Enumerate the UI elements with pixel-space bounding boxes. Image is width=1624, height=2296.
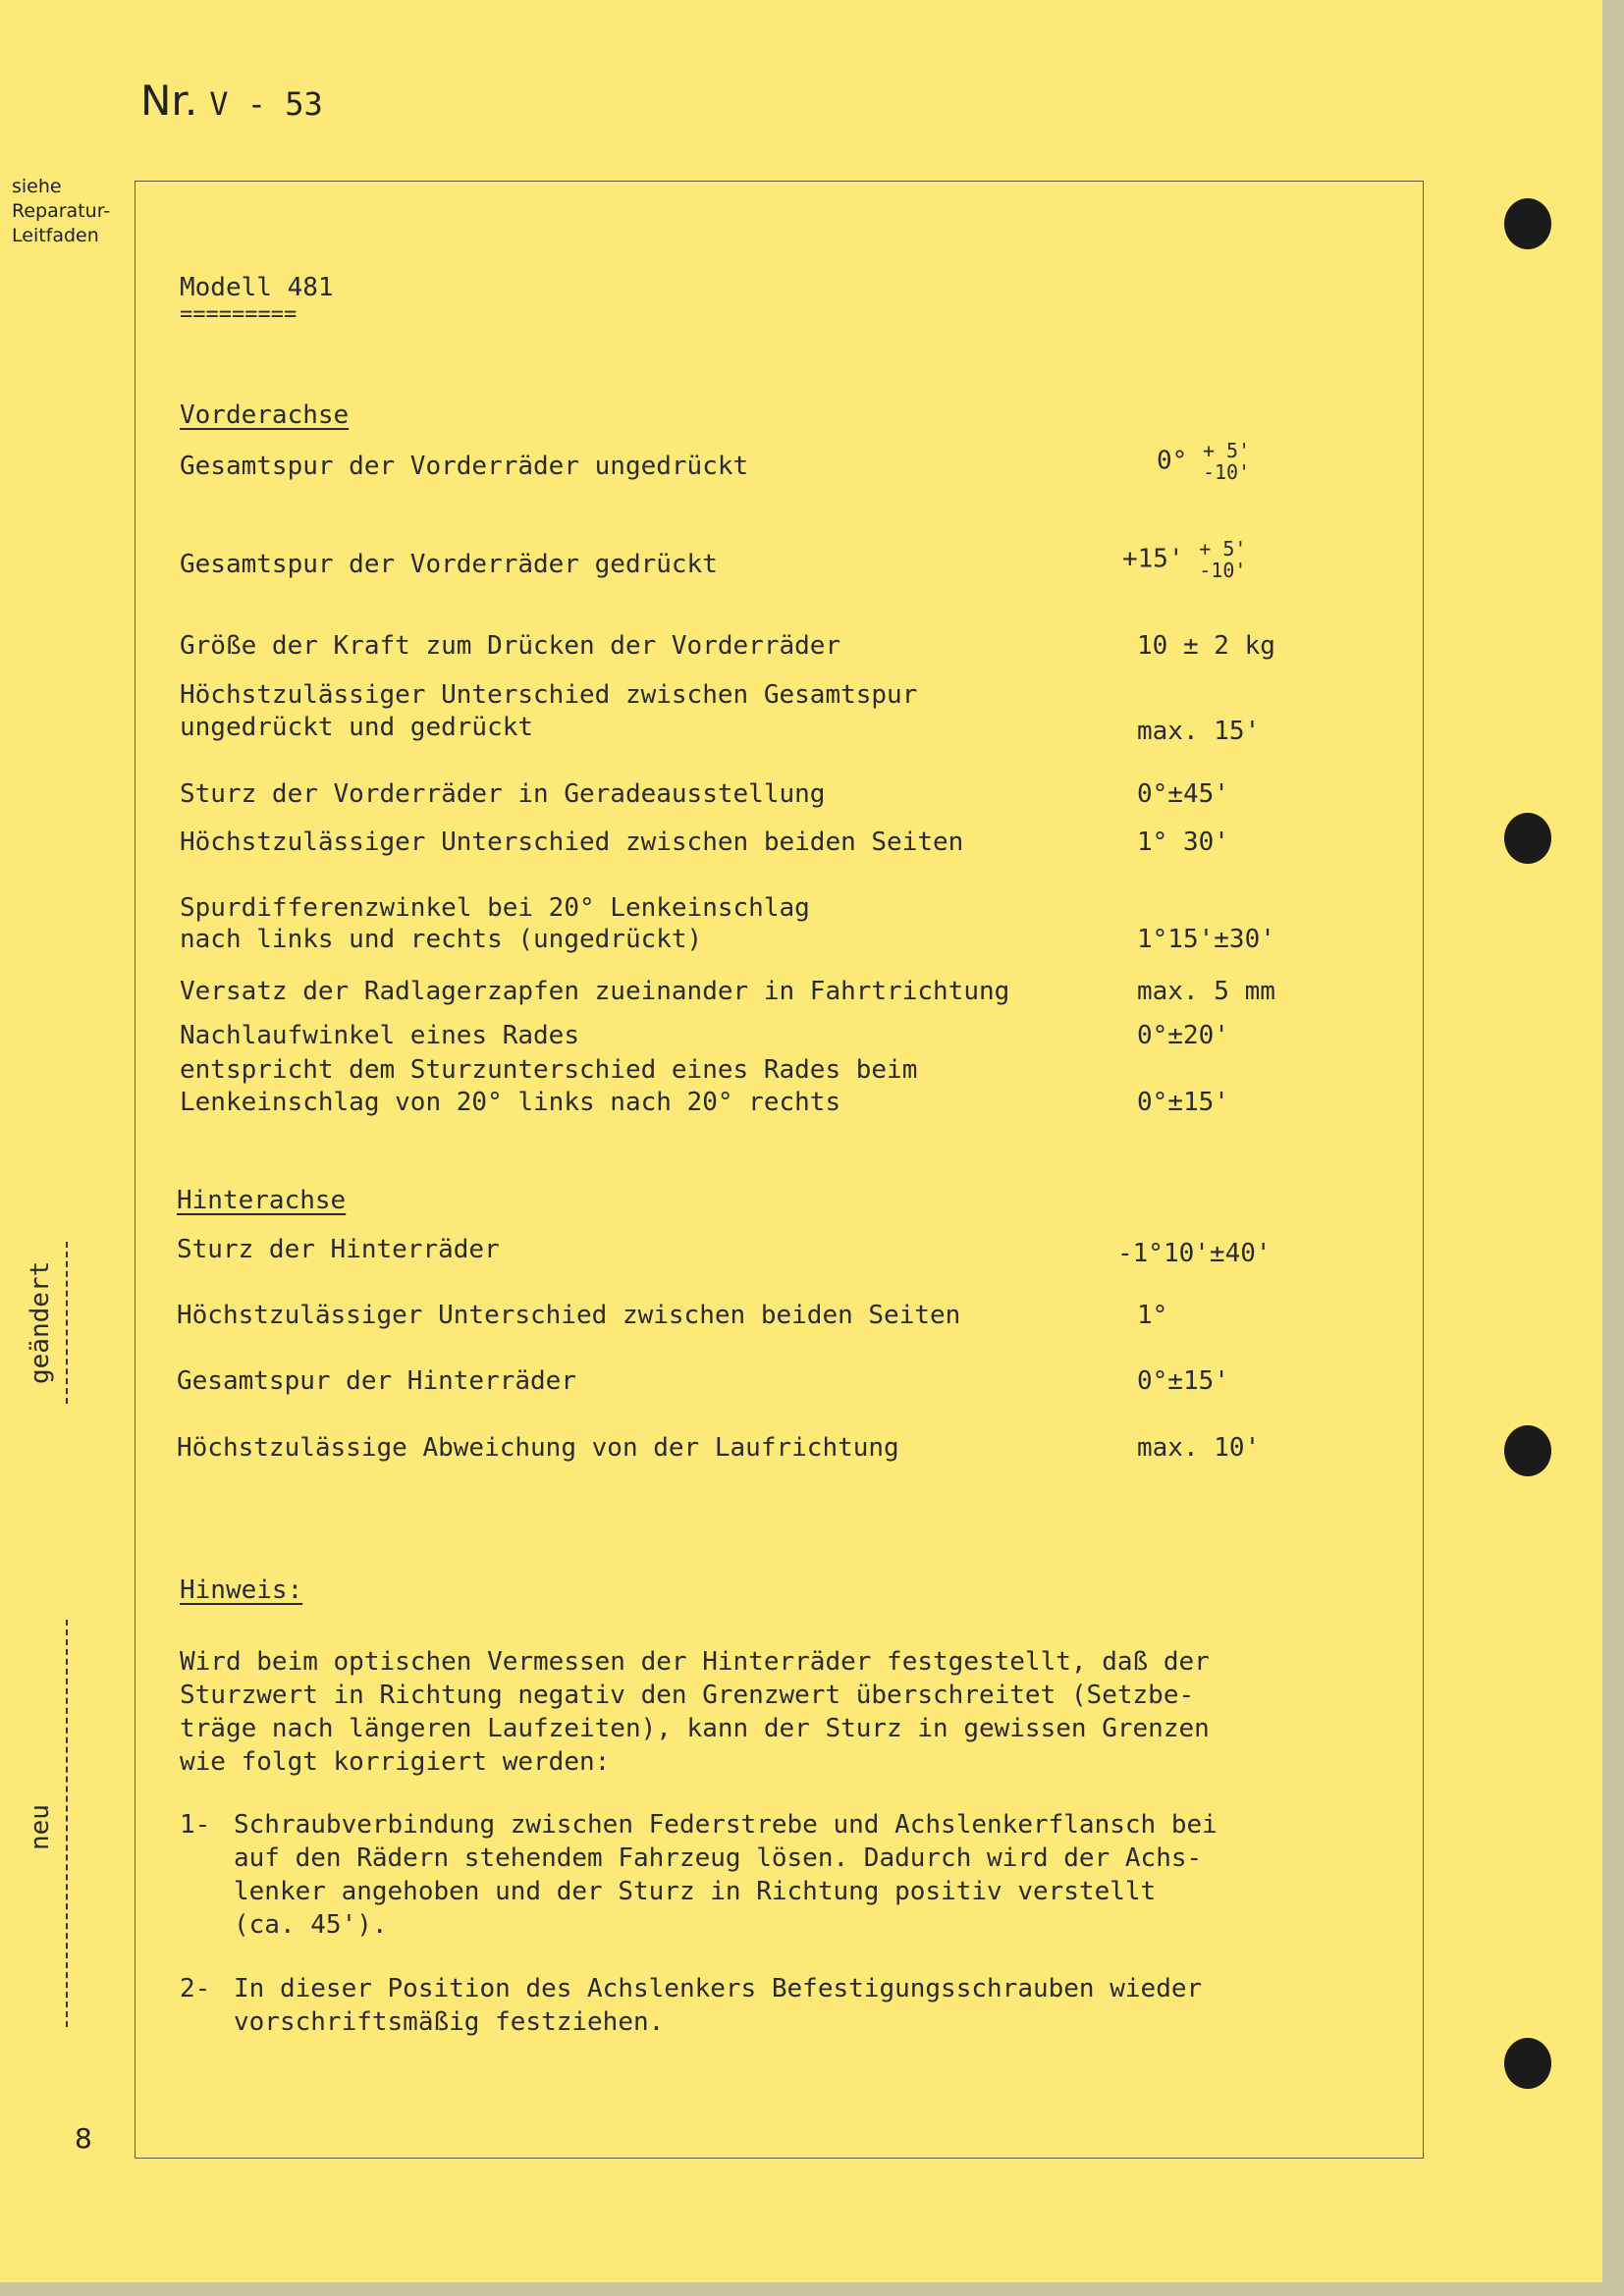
spec-value: 0°±15' [1137, 1088, 1229, 1117]
changed-bar [66, 1242, 68, 1404]
spec-value: -1°10'±40' [1117, 1239, 1272, 1268]
spec-label: Versatz der Radlagerzapfen zueinander in Fahrtrichtung [180, 977, 1010, 1006]
front-axle-heading: Vorderachse [180, 400, 350, 430]
punch-hole [1504, 813, 1551, 864]
side-note-line: siehe [12, 176, 62, 197]
model-title: Modell 481 [180, 273, 334, 302]
spec-value: 1°15'±30' [1137, 925, 1275, 954]
new-label: neu [26, 1804, 55, 1850]
spec-value: max. 5 mm [1137, 977, 1275, 1006]
step-number: 2- [180, 1974, 211, 2003]
value-base: 0° [1157, 446, 1188, 476]
value-base: +15' [1122, 544, 1184, 574]
punch-hole [1504, 198, 1551, 249]
spec-label: Gesamtspur der Vorderräder ungedrückt [180, 452, 749, 481]
side-note-line: Reparatur- [12, 200, 111, 222]
model-underline: ========= [180, 302, 298, 327]
punch-hole [1504, 1425, 1551, 1476]
side-note [12, 175, 110, 248]
punch-hole [1504, 2038, 1551, 2089]
spec-label: nach links und rechts (ungedrückt) [180, 925, 703, 954]
spec-label: ungedrückt und gedrückt [180, 713, 534, 742]
rear-axle-heading: Hinterachse [177, 1186, 347, 1215]
spec-value: max. 10' [1137, 1433, 1261, 1463]
changed-label: geändert [26, 1260, 55, 1384]
side-note-line: Leitfaden [12, 225, 99, 246]
step-number: 1- [180, 1810, 211, 1840]
step-text: Schraubverbindung zwischen Federstrebe und Achslenkerflansch bei auf den Rädern stehendem Fahrzeug lösen. Dadurch wird der Achs- lenker angehoben und der Sturz in Richtung positiv verstellt (ca. 45'). [234, 1810, 1218, 1940]
spec-value: 0°±20' [1137, 1021, 1229, 1050]
spec-label: Lenkeinschlag von 20° links nach 20° rechts [180, 1088, 841, 1117]
spec-value [1122, 538, 1246, 581]
note-intro: Wird beim optischen Vermessen der Hinterräder festgestellt, daß der Sturzwert in Richtung negativ den Grenzwert überschreitet (Setzbe- träge nach längeren Laufzeiten), kann der Sturz in gewissen Grenzen wie folgt korrigiert werden: [180, 1647, 1210, 1777]
value-tolerance [1203, 440, 1250, 483]
nr-value: V - 53 [209, 85, 323, 123]
spec-label: Höchstzulässiger Unterschied zwischen Gesamtspur [180, 680, 918, 710]
spec-value: 0°±45' [1137, 779, 1229, 809]
page-number: 8 [75, 2122, 92, 2155]
spec-label: Nachlaufwinkel eines Rades [180, 1021, 579, 1050]
spec-label: entspricht dem Sturzunterschied eines Rades beim [180, 1055, 918, 1085]
spec-value: 1° 30' [1137, 828, 1229, 857]
spec-label: Spurdifferenzwinkel bei 20° Lenkeinschlag [180, 893, 810, 923]
value-tolerance [1199, 538, 1246, 581]
document-number [140, 77, 323, 125]
spec-label: Größe der Kraft zum Drücken der Vorderräder [180, 631, 841, 661]
note-heading: Hinweis: [180, 1575, 303, 1605]
spec-value: 10 ± 2 kg [1137, 631, 1275, 661]
spec-value: max. 15' [1137, 717, 1261, 746]
spec-label: Gesamtspur der Hinterräder [177, 1366, 576, 1396]
spec-label: Höchstzulässige Abweichung von der Laufrichtung [177, 1433, 899, 1463]
tolerance-plus: + 5' [1202, 439, 1251, 462]
tolerance-plus: + 5' [1199, 537, 1247, 561]
spec-label: Sturz der Vorderräder in Geradeausstellung [180, 779, 826, 809]
spec-label: Sturz der Hinterräder [177, 1235, 500, 1264]
spec-label: Höchstzulässiger Unterschied zwischen beiden Seiten [180, 828, 964, 857]
tolerance-minus: -10' [1199, 559, 1247, 582]
spec-value: 1° [1137, 1301, 1168, 1330]
nr-label: Nr. [140, 77, 198, 125]
spec-value [1157, 440, 1250, 483]
spec-value: 0°±15' [1137, 1366, 1229, 1396]
tolerance-minus: -10' [1202, 460, 1251, 484]
spec-label: Höchstzulässiger Unterschied zwischen beiden Seiten [177, 1301, 961, 1330]
new-bar [66, 1620, 68, 2027]
spec-label: Gesamtspur der Vorderräder gedrückt [180, 550, 718, 579]
step-text: In dieser Position des Achslenkers Befestigungsschrauben wieder vorschriftsmäßig festziehen. [234, 1974, 1203, 2037]
